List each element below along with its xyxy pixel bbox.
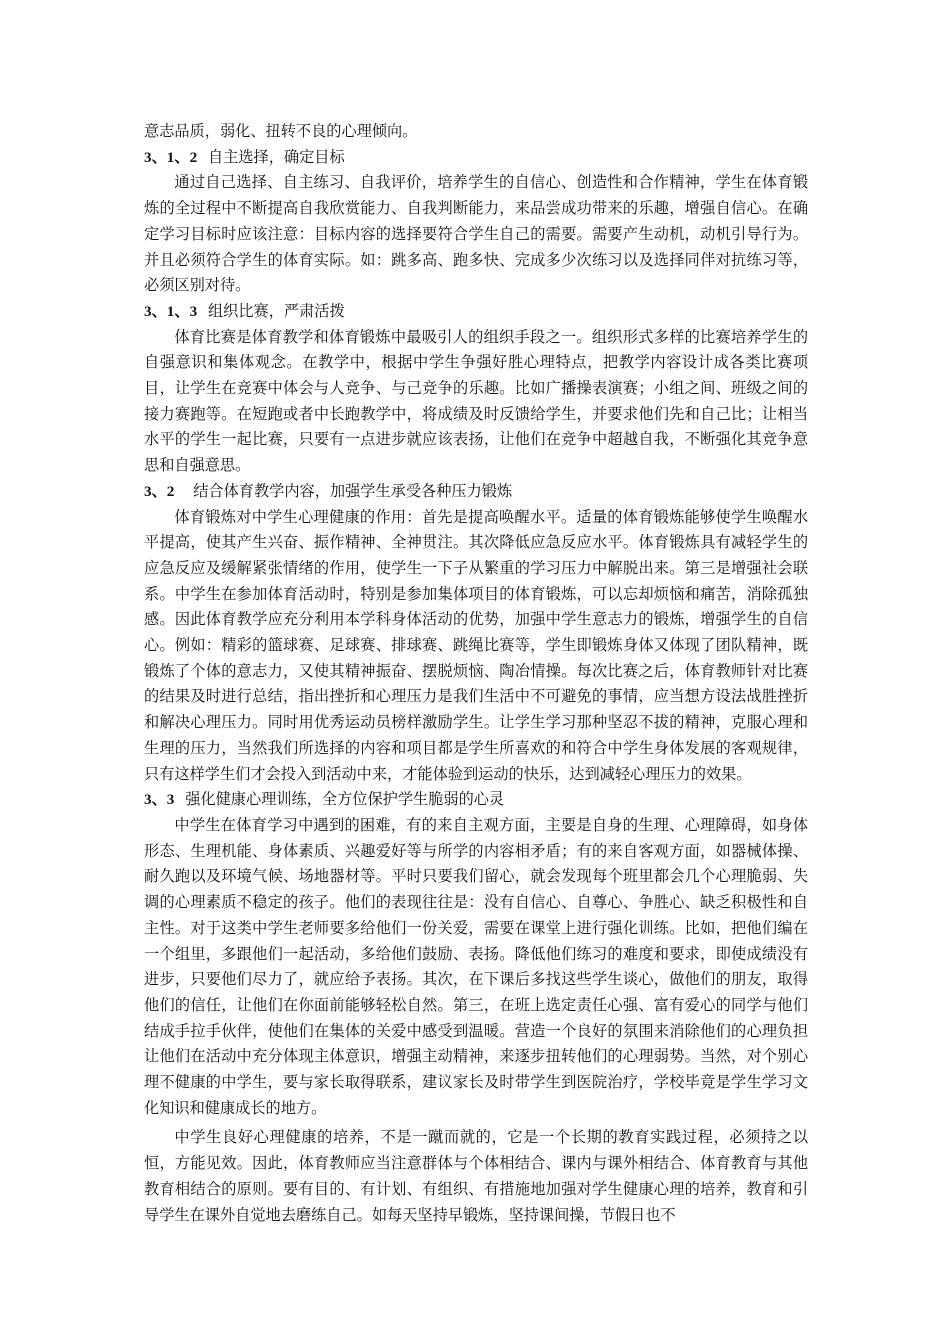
continuation-paragraph: 意志品质，弱化、扭转不良的心理倾向。 xyxy=(144,122,418,140)
section-paragraph: 体育锻炼对中学生心理健康的作用：首先是提高唤醒水平。适量的体育锻炼能够使学生唤醒水平提高，使其产生兴奋、振作精神、全神贯注。其次降低应急反应水平。体育锻炼具有减轻学生的应急反应及缓解紧张情绪的作用，使学生一下子从繁重的学习压力中解脱出来。第三是增强社会联系。中学生在参加体育活动时，特别是参加集体项目的体育锻炼，可以忘却烦恼和痛苦，消除孤独感。因此体育教学应充分利用本学科身体活动的优势，加强中学生意志力的锻炼，增强学生的自信心。例如：精彩的篮球赛、足球赛、排球赛、跳绳比赛等，学生即锻炼身体又体现了团队精神，既锻炼了个体的意志力，又使其精神振奋、摆脱烦恼、陶冶情操。每次比赛之后，体育教师针对比赛的结果及时进行总结，指出挫折和心理压力是我们生活中不可避免的事情，应当想方设法战胜挫折和解决心理压力。同时用优秀运动员榜样激励学生。让学生学习那种坚忍不拔的精神，克服心理和生理的压力，当然我们所选择的内容和项目都是学生所喜欢的和符合中学生身体发展的客观规律，只有这样学生们才会投入到活动中来，才能体验到运动的快乐，达到减轻心理压力的效果。 xyxy=(144,507,808,783)
section-heading-3-2 xyxy=(144,479,808,505)
document-page xyxy=(144,119,808,1228)
section-title: 强化健康心理训练，全方位保护学生脆弱的心灵 xyxy=(185,790,505,809)
section-paragraph: 中学生在体育学习中遇到的困难，有的来自主观方面，主要是自身的生理、心理障碍，如身体形态、生理机能、身体素质、兴趣爱好等与所学的内容相矛盾；有的来自客观方面，如器械体操、耐久跑以及环境气候、场地器材等。平时只要我们留心，就会发现每个班里都会几个心理脆弱、失调的心理素质不稳定的孩子。他们的表现往往是：没有自信心、自尊心、争胜心、缺乏积极性和自主性。对于这类中学生老师要多给他们一份关爱，需要在课堂上进行强化训练。比如，把他们编在一个组里，多跟他们一起活动，多给他们鼓励、表扬。降低他们练习的难度和要求，即使成绩没有进步，只要他们尽力了，就应给予表扬。其次，在下课后多找这些学生谈心，做他们的朋友，取得他们的信任，让他们在你面前能够轻松自然。第三，在班上选定责任心强、富有爱心的同学与他们结成手拉手伙伴，使他们在集体的关爱中感受到温暖。营造一个良好的氛围来消除他们的心理负担让他们在活动中充分体现主体意识，增强主动精神，来逐步扭转他们的心理弱势。当然，对个别心理不健康的中学生，要与家长取得联系，建议家长及时带学生到医院治疗，学校毕竟是学生学习文化知识和健康成长的地方。 xyxy=(144,815,808,1117)
section-paragraph: 中学生良好心理健康的培养，不是一蹴而就的，它是一个长期的教育实践过程，必须持之以恒，方能见效。因此，体育教师应当注意群体与个体相结合、课内与课外相结合、体育教育与其他教育相结合的原则。要有目的、有计划、有组织、有措施地加强对学生健康心理的培养，教育和引导学生在课外自觉地去磨练自己。如每天坚持早锻炼，坚持课间操，节假日也不 xyxy=(144,1128,808,1224)
section-title: 组织比赛，严肃活拨 xyxy=(207,301,345,320)
section-number: 3、3 xyxy=(144,791,175,809)
section-number: 3、1、3 xyxy=(144,302,198,320)
section-heading-3-1-3 xyxy=(144,299,808,325)
section-title: 自主选择，确定目标 xyxy=(207,147,345,166)
section-number: 3、2 xyxy=(144,482,175,500)
section-paragraph: 体育比赛是体育教学和体育锻炼中最吸引人的组织手段之一。组织形式多样的比赛培养学生的自强意识和集体观念。在教学中，根据中学生争强好胜心理特点，把教学内容设计成各类比赛项目，让学生在竞赛中体会与人竞争、与己竞争的乐趣。比如广播操表演赛；小组之间、班级之间的接力赛跑等。在短跑或者中长跑教学中，将成绩及时反馈给学生，并要求他们先和自己比；让相当水平的学生一起比赛，只要有一点进步就应该表扬，让他们在竞争中超越自我，不断强化其竞争意思和自强意思。 xyxy=(144,327,808,475)
section-paragraph: 通过自己选择、自主练习、自我评价，培养学生的自信心、创造性和合作精神，学生在体育锻炼的全过程中不断提高自我欣赏能力、自我判断能力，来品尝成功带来的乐趣，增强自信心。在确定学习目标时应该注意：目标内容的选择要符合学生自己的需要。需要产生动机，动机引导行为。并且必须符合学生的体育实际。如：跳多高、跑多快、完成多少次练习以及选择同伴对抗练习等，必须区别对待。 xyxy=(144,173,808,295)
section-title: 结合体育教学内容，加强学生承受各种压力锻炼 xyxy=(193,481,513,500)
section-heading-3-3 xyxy=(144,787,808,813)
section-heading-3-1-2 xyxy=(144,145,808,171)
section-number: 3、1、2 xyxy=(144,148,198,166)
